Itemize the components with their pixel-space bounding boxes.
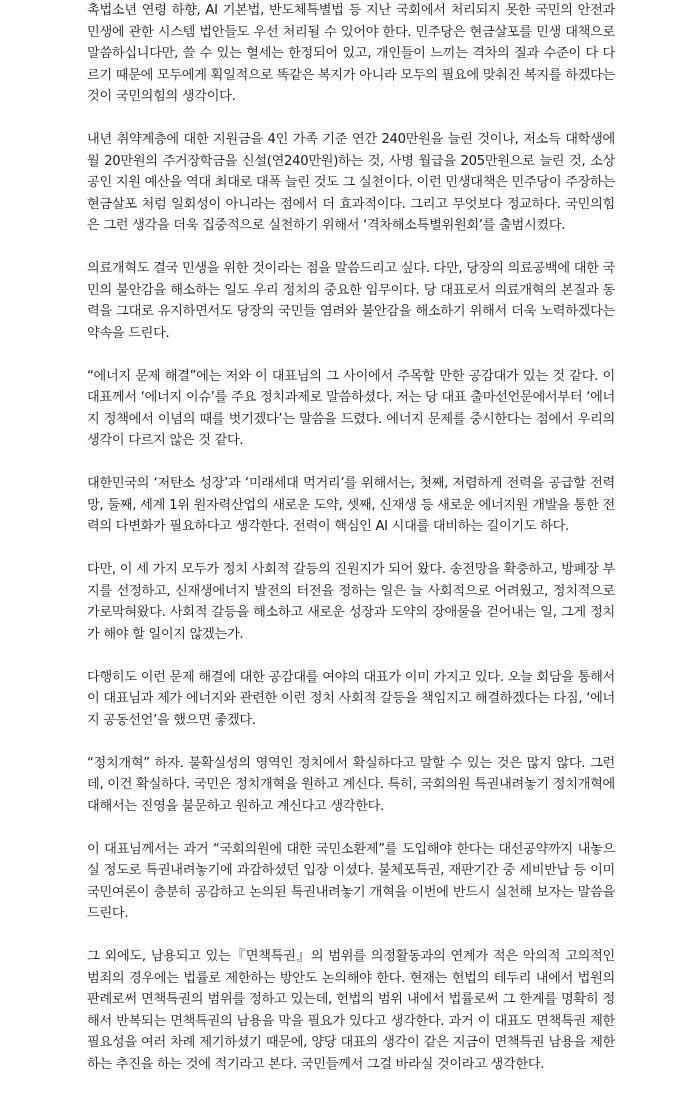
paragraph: 다만, 이 세 가지 모두가 정치 사회적 갈등의 진원지가 되어 왔다. 송전망을 확충하고, 방폐장 부지를 선정하고, 신재생에너지 발전의 터전을 정하는 일은 늘 사회적으로 어려웠고, 정치적으로 가로막혀왔다. 사회적 갈등을 해소하고 새로운 성장과 도약의 장애물을 걷어내는 일, 그게 정치가 해야 할 일이지 않겠는가. — [87, 562, 615, 642]
paragraph: 대한민국의 ‘저탄소 성장’과 ‘미래세대 먹거리’를 위해서는, 첫째, 저렴하게 전력을 공급할 전력망, 둘째, 세계 1위 원자력산업의 새로운 도약, 셋째, 신재생 등 새로운 에너지원 개발을 통한 전력의 다변화가 필요하다고 생각한다. 전력이 핵심인 AI 시대를 대비하는 길이기도 하다. — [87, 476, 615, 534]
paragraph: 의료개혁도 결국 민생을 위한 것이라는 점을 말씀드리고 싶다. 다만, 당장의 의료공백에 대한 국민의 불안감을 해소하는 일도 우리 정치의 중요한 임무이다. 당 대표로서 의료개혁의 본질과 동력을 그대로 유지하면서도 당장의 국민들 염려와 불안감을 해소하기 위해서 더욱 노력하겠다는 약속을 드린다. — [87, 261, 615, 341]
paragraph: “에너지 문제 해결”에는 저와 이 대표님의 그 사이에서 주목할 만한 공감대가 있는 것 같다. 이 대표께서 ‘에너지 이슈’를 주요 정치과제로 말씀하셨다. 저는 당 대표 출마선언문에서부터 ‘에너지 정책에서 이념의 때를 벗기겠다’는 말씀을 드렸다. 에너지 문제를 중시한다는 점에서 우리의 생각이 다르지 않은 것 같다. — [87, 368, 615, 448]
document-body — [87, 0, 615, 1097]
paragraph: 내년 취약계층에 대한 지원금을 4인 가족 기준 연간 240만원을 늘린 것이나, 저소득 대학생에 월 20만원의 주거장학금을 신설(연240만원)하는 것, 사병 월급을 205만원으로 늘린 것, 소상공인 지원 예산을 역대 최대로 대폭 늘린 것도 그 실천이다. 이런 민생대책은 민주당이 주장하는 현금살포 처럼 일회성이 아니라는 점에서 더 효과적이다. 그리고 무엇보다 정교하다. 국민의힘은 그런 생각을 더욱 집중적으로 실천하기 위해서 ‘격차해소특별위원회’를 출범시켰다. — [87, 132, 615, 233]
paragraph: 촉법소년 연령 하향, AI 기본법, 반도체특별법 등 지난 국회에서 처리되지 못한 국민의 안전과 민생에 관한 시스템 법안들도 우선 처리될 수 있어야 한다. 민주당은 현금살포를 민생 대책으로 말씀하십니다만, 쓸 수 있는 혈세는 한정되어 있고, 개인들이 느끼는 격차의 질과 수준이 다 다르기 때문에 모두에게 획일적으로 똑같은 복지가 아니라 모두의 필요에 맞춰진 복지를 하겠다는 것이 국민의힘의 생각이다. — [87, 3, 615, 104]
paragraph: 그 외에도, 남용되고 있는『면책특권』의 범위를 의정활동과의 연계가 적은 악의적 고의적인 범죄의 경우에는 법률로 제한하는 방안도 논의해야 한다. 현재는 헌법의 테두리 내에서 법원의 판례로써 면책특권의 범위를 정하고 있는데, 헌법의 범위 내에서 법률로써 그 한계를 명확히 정해서 반복되는 면책특권의 남용을 막을 필요가 있다고 생각한다. 과거 이 대표도 면책특권 제한 필요성을 여러 차례 제기하셨기 때문에, 양당 대표의 생각이 같은 지금이 면책특권 남용을 제한 하는 추진을 하는 것에 적기라고 본다. 국민들께서 그걸 바라실 것이라고 생각한다. — [87, 949, 615, 1072]
paragraph: “정치개혁” 하자. 불확실성의 영역인 정치에서 확실하다고 말할 수 있는 것은 많지 않다. 그런데, 이건 확실하다. 국민은 정치개혁을 원하고 계신다. 특히, 국회의원 특권내려놓기 정치개혁에 대해서는 진영을 불문하고 원하고 계신다고 생각한다. — [87, 755, 615, 814]
paragraph: 이 대표님께서는 과거 “국회의원에 대한 국민소환제”를 도입해야 한다는 대선공약까지 내놓으실 정도로 특권내려놓기에 과감하셨던 입장 이셨다. 불체포특권, 재판기간 중 세비반납 등 이미 국민여론이 충분히 공감하고 논의된 특권내려놓기 개혁을 이번에 반드시 실천해 보자는 말씀을 드린다. — [87, 841, 615, 921]
paragraph: 다행히도 이런 문제 해결에 대한 공감대를 여야의 대표가 이미 가지고 있다. 오늘 회담을 통해서 이 대표님과 제가 에너지와 관련한 이런 정치 사회적 갈등을 책임지고 해결하겠다는 다짐, ‘에너지 공동선언’을 했으면 좋겠다. — [87, 669, 615, 728]
